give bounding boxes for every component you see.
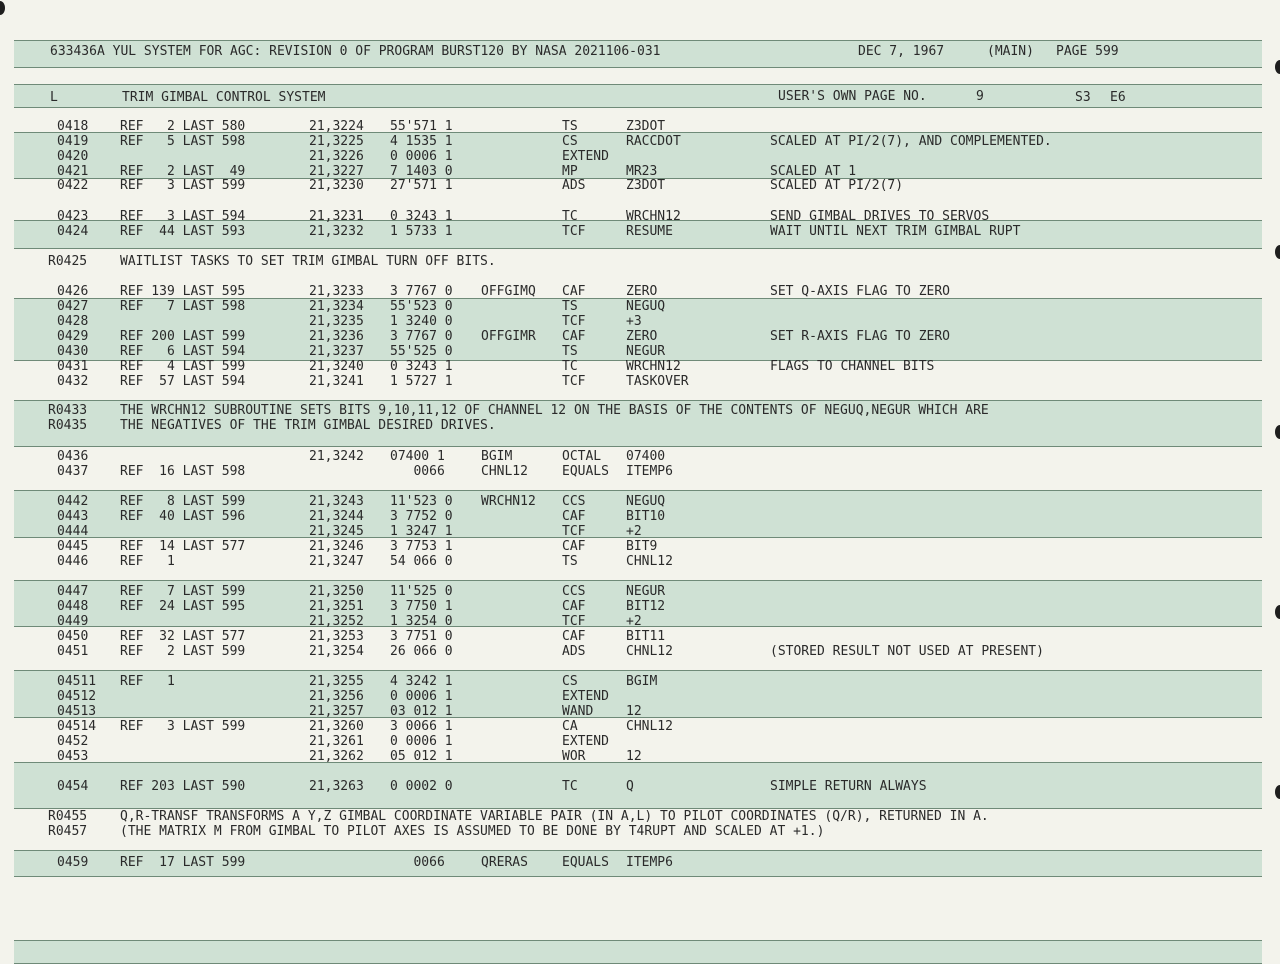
opcode: EQUALS bbox=[562, 464, 609, 479]
ref-info: REF 7 LAST 598 bbox=[120, 299, 246, 314]
code-row bbox=[0, 164, 1280, 179]
octal-value: 05 012 1 bbox=[390, 749, 453, 764]
code-row bbox=[0, 554, 1280, 569]
line-number: 0419 bbox=[57, 134, 89, 149]
line-number: 0422 bbox=[57, 178, 89, 193]
opcode: CAF bbox=[562, 284, 586, 299]
operand: NEGUR bbox=[626, 584, 666, 599]
operand: BIT11 bbox=[626, 629, 666, 644]
address: 21,3257 bbox=[309, 704, 364, 719]
sheet-s: S3 bbox=[1075, 90, 1091, 105]
line-number: 0446 bbox=[57, 554, 89, 569]
code-row bbox=[0, 178, 1280, 193]
octal-value: 1 3247 1 bbox=[390, 524, 453, 539]
address: 21,3230 bbox=[309, 178, 364, 193]
octal-value: 3 7767 0 bbox=[390, 284, 453, 299]
listing-header: 633436A YUL SYSTEM FOR AGC: REVISION 0 OF PROGRAM BURST120 BY NASA 2021106-031 bbox=[50, 44, 661, 59]
line-number: 04514 bbox=[57, 719, 97, 734]
octal-value: 3 7753 1 bbox=[390, 539, 453, 554]
operand: WRCHN12 bbox=[626, 359, 681, 374]
operand: Q bbox=[626, 779, 634, 794]
address: 21,3260 bbox=[309, 719, 364, 734]
operand: BIT9 bbox=[626, 539, 658, 554]
ref-info: REF 32 LAST 577 bbox=[120, 629, 246, 644]
label: CHNL12 bbox=[481, 464, 528, 479]
address: 21,3242 bbox=[309, 449, 364, 464]
octal-value: 11'525 0 bbox=[390, 584, 453, 599]
ref-info: REF 5 LAST 598 bbox=[120, 134, 246, 149]
opcode: CAF bbox=[562, 509, 586, 524]
remark-text: (THE MATRIX M FROM GIMBAL TO PILOT AXES IS ASSUMED TO BE DONE BY T4RUPT AND SCALED AT +1.) bbox=[120, 824, 825, 839]
code-row bbox=[0, 509, 1280, 524]
band-rule bbox=[14, 400, 1262, 401]
code-row bbox=[0, 584, 1280, 599]
code-row bbox=[0, 329, 1280, 344]
ref-info: REF 3 LAST 599 bbox=[120, 178, 246, 193]
user-page-number: 9 bbox=[976, 89, 984, 104]
line-number: R0457 bbox=[48, 824, 88, 839]
operand: CHNL12 bbox=[626, 644, 673, 659]
line-number: R0455 bbox=[48, 809, 88, 824]
opcode: CAF bbox=[562, 329, 586, 344]
band-rule bbox=[14, 84, 1262, 85]
address: 21,3245 bbox=[309, 524, 364, 539]
line-number: 0421 bbox=[57, 164, 89, 179]
line-number: 0448 bbox=[57, 599, 89, 614]
code-row bbox=[0, 149, 1280, 164]
operand: +2 bbox=[626, 614, 642, 629]
opcode: TC bbox=[562, 359, 578, 374]
line-number: 0452 bbox=[57, 734, 89, 749]
operand: RACCDOT bbox=[626, 134, 681, 149]
opcode: EXTEND bbox=[562, 149, 609, 164]
opcode: TCF bbox=[562, 224, 586, 239]
remark-text: WAITLIST TASKS TO SET TRIM GIMBAL TURN OFF BITS. bbox=[120, 254, 496, 269]
octal-value: 0 0002 0 bbox=[390, 779, 453, 794]
opcode: CAF bbox=[562, 599, 586, 614]
band-rule bbox=[14, 876, 1262, 877]
code-row bbox=[0, 689, 1280, 704]
line-number: 0447 bbox=[57, 584, 89, 599]
address: 21,3226 bbox=[309, 149, 364, 164]
section-title: TRIM GIMBAL CONTROL SYSTEM bbox=[122, 90, 326, 105]
address: 21,3251 bbox=[309, 599, 364, 614]
listing-main-tag: (MAIN) bbox=[987, 44, 1034, 59]
opcode: TS bbox=[562, 119, 578, 134]
octal-value: 26 066 0 bbox=[390, 644, 453, 659]
section-tag: L bbox=[50, 90, 58, 105]
opcode: CS bbox=[562, 134, 578, 149]
ref-info: REF 44 LAST 593 bbox=[120, 224, 246, 239]
line-number: 0450 bbox=[57, 629, 89, 644]
octal-value: 55'571 1 bbox=[390, 119, 453, 134]
line-number: 0428 bbox=[57, 314, 89, 329]
code-row bbox=[0, 749, 1280, 764]
opcode: ADS bbox=[562, 178, 586, 193]
code-row bbox=[0, 734, 1280, 749]
line-number: 0444 bbox=[57, 524, 89, 539]
band-rule bbox=[14, 940, 1262, 941]
code-row bbox=[0, 119, 1280, 134]
code-row bbox=[0, 344, 1280, 359]
code-row bbox=[0, 284, 1280, 299]
line-number: 0420 bbox=[57, 149, 89, 164]
opcode: ADS bbox=[562, 644, 586, 659]
address: 21,3227 bbox=[309, 164, 364, 179]
green-band bbox=[14, 940, 1262, 963]
octal-value: 3 7751 0 bbox=[390, 629, 453, 644]
line-number: 0442 bbox=[57, 494, 89, 509]
operand: MR23 bbox=[626, 164, 658, 179]
address: 21,3235 bbox=[309, 314, 364, 329]
opcode: TCF bbox=[562, 524, 586, 539]
line-number: R0435 bbox=[48, 418, 88, 433]
line-number: R0433 bbox=[48, 403, 88, 418]
band-rule bbox=[14, 490, 1262, 491]
remark-row bbox=[0, 418, 1280, 433]
opcode: CAF bbox=[562, 629, 586, 644]
octal-value: 3 7750 1 bbox=[390, 599, 453, 614]
ref-info: REF 40 LAST 596 bbox=[120, 509, 246, 524]
operand: CHNL12 bbox=[626, 719, 673, 734]
opcode: EXTEND bbox=[562, 689, 609, 704]
code-row bbox=[0, 719, 1280, 734]
comment: FLAGS TO CHANNEL BITS bbox=[770, 359, 935, 374]
address: 21,3233 bbox=[309, 284, 364, 299]
label: BGIM bbox=[481, 449, 513, 464]
address: 21,3246 bbox=[309, 539, 364, 554]
ref-info: REF 8 LAST 599 bbox=[120, 494, 246, 509]
octal-value: 0 0006 1 bbox=[390, 149, 453, 164]
ref-info: REF 2 LAST 49 bbox=[120, 164, 246, 179]
ref-info: REF 2 LAST 599 bbox=[120, 644, 246, 659]
remark-row bbox=[0, 254, 1280, 269]
operand: +2 bbox=[626, 524, 642, 539]
ref-info: REF 16 LAST 598 bbox=[120, 464, 246, 479]
address: 21,3263 bbox=[309, 779, 364, 794]
ref-info: REF 200 LAST 599 bbox=[120, 329, 246, 344]
ref-info: REF 1 bbox=[120, 554, 175, 569]
operand: 12 bbox=[626, 749, 642, 764]
operand: BIT10 bbox=[626, 509, 666, 524]
line-number: 0436 bbox=[57, 449, 89, 464]
address: 21,3232 bbox=[309, 224, 364, 239]
opcode: CCS bbox=[562, 584, 586, 599]
remark-row bbox=[0, 403, 1280, 418]
ref-info: REF 7 LAST 599 bbox=[120, 584, 246, 599]
opcode: WAND bbox=[562, 704, 594, 719]
band-rule bbox=[14, 107, 1262, 108]
octal-value: 3 7767 0 bbox=[390, 329, 453, 344]
operand: 12 bbox=[626, 704, 642, 719]
ref-info: REF 4 LAST 599 bbox=[120, 359, 246, 374]
ref-info: REF 6 LAST 594 bbox=[120, 344, 246, 359]
line-number: 0459 bbox=[57, 855, 89, 870]
address: 21,3236 bbox=[309, 329, 364, 344]
line-number: 0430 bbox=[57, 344, 89, 359]
listing-date: DEC 7, 1967 bbox=[858, 44, 945, 59]
code-row bbox=[0, 374, 1280, 389]
operand: TASKOVER bbox=[626, 374, 689, 389]
opcode: CA bbox=[562, 719, 578, 734]
comment: SET Q-AXIS FLAG TO ZERO bbox=[770, 284, 951, 299]
opcode: TS bbox=[562, 554, 578, 569]
octal-value: 4 1535 1 bbox=[390, 134, 453, 149]
line-number: 0449 bbox=[57, 614, 89, 629]
operand: NEGUQ bbox=[626, 494, 666, 509]
operand: 07400 bbox=[626, 449, 666, 464]
octal-value: 03 012 1 bbox=[390, 704, 453, 719]
address: 21,3261 bbox=[309, 734, 364, 749]
operand: NEGUQ bbox=[626, 299, 666, 314]
opcode: EXTEND bbox=[562, 734, 609, 749]
user-page-label: USER'S OWN PAGE NO. bbox=[778, 89, 927, 104]
code-row bbox=[0, 224, 1280, 239]
address: 21,3225 bbox=[309, 134, 364, 149]
opcode: TS bbox=[562, 344, 578, 359]
code-row bbox=[0, 314, 1280, 329]
band-rule bbox=[14, 248, 1262, 249]
octal-value: 11'523 0 bbox=[390, 494, 453, 509]
code-row bbox=[0, 134, 1280, 149]
operand: ITEMP6 bbox=[626, 464, 673, 479]
operand: +3 bbox=[626, 314, 642, 329]
code-row bbox=[0, 449, 1280, 464]
comment: SCALED AT PI/2(7), AND COMPLEMENTED. bbox=[770, 134, 1052, 149]
opcode: TCF bbox=[562, 314, 586, 329]
ref-info: REF 17 LAST 599 bbox=[120, 855, 246, 870]
opcode: TCF bbox=[562, 374, 586, 389]
line-number: 04511 bbox=[57, 674, 97, 689]
code-row bbox=[0, 359, 1280, 374]
ref-info: REF 57 LAST 594 bbox=[120, 374, 246, 389]
remark-text: THE WRCHN12 SUBROUTINE SETS BITS 9,10,11,12 OF CHANNEL 12 ON THE BASIS OF THE CONTENTS OF NEGUQ,NEGUR WHICH ARE bbox=[120, 403, 989, 418]
line-number: R0425 bbox=[48, 254, 88, 269]
address: 21,3250 bbox=[309, 584, 364, 599]
comment: SIMPLE RETURN ALWAYS bbox=[770, 779, 927, 794]
octal-value: 1 3240 0 bbox=[390, 314, 453, 329]
comment: SCALED AT 1 bbox=[770, 164, 857, 179]
line-number: 0427 bbox=[57, 299, 89, 314]
address: 21,3256 bbox=[309, 689, 364, 704]
label: QRERAS bbox=[481, 855, 528, 870]
opcode: TCF bbox=[562, 614, 586, 629]
octal-value: 54 066 0 bbox=[390, 554, 453, 569]
line-number: 04512 bbox=[57, 689, 97, 704]
opcode: CAF bbox=[562, 539, 586, 554]
operand: WRCHN12 bbox=[626, 209, 681, 224]
octal-value: 4 3242 1 bbox=[390, 674, 453, 689]
address: 21,3241 bbox=[309, 374, 364, 389]
code-row bbox=[0, 674, 1280, 689]
band-rule bbox=[14, 580, 1262, 581]
line-number: 04513 bbox=[57, 704, 97, 719]
code-row bbox=[0, 779, 1280, 794]
octal-value: 07400 1 bbox=[390, 449, 445, 464]
code-row bbox=[0, 629, 1280, 644]
comment: WAIT UNTIL NEXT TRIM GIMBAL RUPT bbox=[770, 224, 1021, 239]
tractor-feed-hole bbox=[0, 1, 5, 15]
band-rule bbox=[14, 67, 1262, 68]
opcode: OCTAL bbox=[562, 449, 602, 464]
address: 21,3231 bbox=[309, 209, 364, 224]
octal-value: 55'523 0 bbox=[390, 299, 453, 314]
code-row bbox=[0, 704, 1280, 719]
comment: SCALED AT PI/2(7) bbox=[770, 178, 904, 193]
opcode: CCS bbox=[562, 494, 586, 509]
ref-info: REF 3 LAST 594 bbox=[120, 209, 246, 224]
octal-value: 0 3243 1 bbox=[390, 359, 453, 374]
address: 21,3262 bbox=[309, 749, 364, 764]
octal-value: 1 3254 0 bbox=[390, 614, 453, 629]
code-row bbox=[0, 299, 1280, 314]
line-number: 0424 bbox=[57, 224, 89, 239]
label: OFFGIMQ bbox=[481, 284, 536, 299]
operand: ITEMP6 bbox=[626, 855, 673, 870]
remark-row bbox=[0, 824, 1280, 839]
address: 21,3237 bbox=[309, 344, 364, 359]
address: 21,3247 bbox=[309, 554, 364, 569]
code-row bbox=[0, 614, 1280, 629]
label: WRCHN12 bbox=[481, 494, 536, 509]
code-row bbox=[0, 464, 1280, 479]
opcode: TS bbox=[562, 299, 578, 314]
opcode: TC bbox=[562, 779, 578, 794]
ref-info: REF 203 LAST 590 bbox=[120, 779, 246, 794]
octal-value: 3 7752 0 bbox=[390, 509, 453, 524]
code-row bbox=[0, 209, 1280, 224]
listing-page-number: PAGE 599 bbox=[1056, 44, 1119, 59]
line-number: 0418 bbox=[57, 119, 89, 134]
sheet-e: E6 bbox=[1110, 90, 1126, 105]
comment: SEND GIMBAL DRIVES TO SERVOS bbox=[770, 209, 990, 224]
address: 21,3253 bbox=[309, 629, 364, 644]
line-number: 0429 bbox=[57, 329, 89, 344]
comment: SET R-AXIS FLAG TO ZERO bbox=[770, 329, 951, 344]
address: 21,3224 bbox=[309, 119, 364, 134]
octal-value: 55'525 0 bbox=[390, 344, 453, 359]
code-row bbox=[0, 855, 1280, 870]
operand: Z3DOT bbox=[626, 178, 666, 193]
octal-value: 1 5733 1 bbox=[390, 224, 453, 239]
line-number: 0453 bbox=[57, 749, 89, 764]
line-number: 0431 bbox=[57, 359, 89, 374]
address: 21,3254 bbox=[309, 644, 364, 659]
line-number: 0454 bbox=[57, 779, 89, 794]
octal-value: 0066 bbox=[390, 855, 445, 870]
address: 21,3234 bbox=[309, 299, 364, 314]
tractor-feed-hole bbox=[1275, 60, 1280, 74]
remark-row bbox=[0, 809, 1280, 824]
line-number: 0432 bbox=[57, 374, 89, 389]
operand: RESUME bbox=[626, 224, 673, 239]
octal-value: 0066 bbox=[390, 464, 445, 479]
comment: (STORED RESULT NOT USED AT PRESENT) bbox=[770, 644, 1044, 659]
operand: BIT12 bbox=[626, 599, 666, 614]
line-number: 0426 bbox=[57, 284, 89, 299]
line-number: 0443 bbox=[57, 509, 89, 524]
octal-value: 0 3243 1 bbox=[390, 209, 453, 224]
ref-info: REF 3 LAST 599 bbox=[120, 719, 246, 734]
band-rule bbox=[14, 670, 1262, 671]
line-number: 0451 bbox=[57, 644, 89, 659]
octal-value: 0 0006 1 bbox=[390, 734, 453, 749]
opcode: EQUALS bbox=[562, 855, 609, 870]
operand: CHNL12 bbox=[626, 554, 673, 569]
octal-value: 0 0006 1 bbox=[390, 689, 453, 704]
octal-value: 7 1403 0 bbox=[390, 164, 453, 179]
code-row bbox=[0, 599, 1280, 614]
address: 21,3255 bbox=[309, 674, 364, 689]
code-row bbox=[0, 644, 1280, 659]
opcode: TC bbox=[562, 209, 578, 224]
operand: NEGUR bbox=[626, 344, 666, 359]
ref-info: REF 1 bbox=[120, 674, 175, 689]
band-rule bbox=[14, 446, 1262, 447]
operand: Z3DOT bbox=[626, 119, 666, 134]
address: 21,3244 bbox=[309, 509, 364, 524]
code-row bbox=[0, 539, 1280, 554]
operand: ZERO bbox=[626, 329, 658, 344]
line-number: 0423 bbox=[57, 209, 89, 224]
address: 21,3252 bbox=[309, 614, 364, 629]
address: 21,3240 bbox=[309, 359, 364, 374]
line-number: 0445 bbox=[57, 539, 89, 554]
ref-info: REF 14 LAST 577 bbox=[120, 539, 246, 554]
octal-value: 3 0066 1 bbox=[390, 719, 453, 734]
ref-info: REF 2 LAST 580 bbox=[120, 119, 246, 134]
ref-info: REF 139 LAST 595 bbox=[120, 284, 246, 299]
opcode: WOR bbox=[562, 749, 586, 764]
address: 21,3243 bbox=[309, 494, 364, 509]
operand: BGIM bbox=[626, 674, 658, 689]
code-row bbox=[0, 524, 1280, 539]
code-row bbox=[0, 494, 1280, 509]
opcode: MP bbox=[562, 164, 578, 179]
octal-value: 1 5727 1 bbox=[390, 374, 453, 389]
opcode: CS bbox=[562, 674, 578, 689]
octal-value: 27'571 1 bbox=[390, 178, 453, 193]
remark-text: Q,R-TRANSF TRANSFORMS A Y,Z GIMBAL COORDINATE VARIABLE PAIR (IN A,L) TO PILOT COORDINATES (Q/R), RETURNED IN A. bbox=[120, 809, 989, 824]
ref-info: REF 24 LAST 595 bbox=[120, 599, 246, 614]
band-rule bbox=[14, 40, 1262, 41]
operand: ZERO bbox=[626, 284, 658, 299]
remark-text: THE NEGATIVES OF THE TRIM GIMBAL DESIRED DRIVES. bbox=[120, 418, 496, 433]
label: OFFGIMR bbox=[481, 329, 536, 344]
band-rule bbox=[14, 850, 1262, 851]
line-number: 0437 bbox=[57, 464, 89, 479]
